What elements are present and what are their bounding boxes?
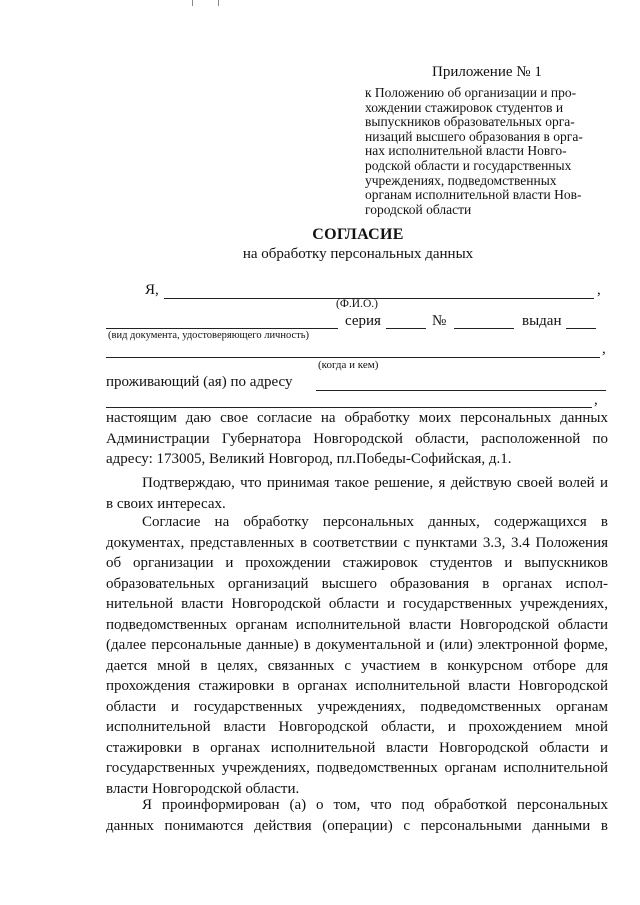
paragraph-line: об организации и прохождении стажировок студентов и выпускников bbox=[106, 555, 608, 571]
appendix-reference bbox=[365, 86, 610, 217]
comma: , bbox=[602, 341, 606, 357]
paragraph-line: области и государственных учреждениях, подведомственных органам bbox=[106, 698, 608, 715]
informed-paragraph bbox=[106, 795, 608, 836]
fio-field[interactable] bbox=[164, 298, 594, 299]
paragraph-line: стажировки в органах исполнительной власти Новгородской области и bbox=[106, 739, 608, 756]
paragraph-line: государственных учреждениях, подведомственных органам исполнительной bbox=[106, 760, 608, 776]
paragraph-line: адресу: 173005, Великий Новгород, пл.Победы-Софийская, д.1. bbox=[106, 451, 512, 467]
comma: , bbox=[594, 392, 598, 408]
paragraph-line: прохождения стажировки в органах исполнительной власти Новгородской bbox=[106, 678, 608, 694]
scope-paragraph bbox=[106, 512, 608, 799]
issued-by-field[interactable] bbox=[106, 357, 600, 358]
confirm-paragraph bbox=[106, 473, 608, 514]
paragraph-line: исполнительной власти Новгородской области, и прохождением мной bbox=[106, 719, 608, 735]
paragraph-line: дается мной в целях, связанных с участием в конкурсном отборе для bbox=[106, 657, 608, 674]
number-field[interactable] bbox=[454, 328, 514, 329]
paragraph-line: (далее персональные данные) в документальной и (или) электронной форме, bbox=[106, 637, 608, 653]
appendix-line: органам исполнительной власти Нов- bbox=[365, 187, 582, 203]
paragraph-line: Я проинформирован (а) о том, что под обработкой персональных bbox=[142, 797, 608, 813]
appendix-line: учреждениях, подведомственных bbox=[365, 172, 557, 188]
paragraph-line: в своих интересах. bbox=[106, 495, 226, 512]
appendix-line: низаций высшего образования в орга- bbox=[365, 128, 583, 144]
paragraph-line: подведомственных органам исполнительной власти Новгородской области bbox=[106, 616, 608, 633]
comma: , bbox=[597, 282, 601, 298]
series-label: серия bbox=[345, 313, 381, 329]
paragraph-line: Подтверждаю, что принимая такое решение, я действую своей волей и bbox=[142, 475, 608, 491]
paragraph-line: документах, представленных в соответствии с пунктами 3.3, 3.4 Положения bbox=[106, 534, 608, 551]
document-type-field[interactable] bbox=[106, 328, 338, 329]
paragraph-line: образовательных организаций высшего образования в органах испол- bbox=[106, 575, 608, 592]
appendix-line: выпускников образовательных орга- bbox=[365, 114, 575, 130]
appendix-line: родской области и государственных bbox=[365, 157, 572, 173]
fio-caption: (Ф.И.О.) bbox=[336, 298, 378, 310]
series-field[interactable] bbox=[386, 328, 426, 329]
paragraph-line: нительной власти Новгородской области и государственных учреждениях, bbox=[106, 596, 608, 612]
paragraph-line: Администрации Губернатора Новгородской области, расположенной по bbox=[106, 430, 608, 447]
paragraph-line: данных понимаются действия (операции) с персональными данными в bbox=[106, 817, 608, 834]
issued-field[interactable] bbox=[566, 328, 596, 329]
appendix-line: хождении стажировок студентов и bbox=[365, 99, 564, 115]
paragraph-line: власти Новгородской области. bbox=[106, 780, 300, 797]
appendix-line: к Положению об организации и про- bbox=[365, 85, 577, 100]
issued-label: выдан bbox=[522, 313, 562, 329]
address-label: проживающий (ая) по адресу bbox=[106, 374, 293, 390]
number-label: № bbox=[432, 313, 447, 329]
paragraph-line: Согласие на обработку персональных данных, содержащихся в bbox=[142, 514, 608, 530]
paragraph-line: настоящим даю свое согласие на обработку моих персональных данных bbox=[106, 410, 608, 426]
appendix-title: Приложение № 1 bbox=[432, 64, 542, 80]
when-caption: (когда и кем) bbox=[318, 359, 379, 371]
document-subtitle: на обработку персональных данных bbox=[242, 246, 474, 262]
consent-paragraph bbox=[106, 408, 608, 470]
scan-artifact bbox=[192, 0, 219, 6]
i-label: Я, bbox=[145, 282, 159, 298]
appendix-line: нах исполнительной власти Новго- bbox=[365, 143, 567, 159]
address-field[interactable] bbox=[316, 390, 606, 391]
document-title: СОГЛАСИЕ bbox=[312, 226, 404, 243]
document-type-caption: (вид документа, удостоверяющего личность) bbox=[108, 330, 310, 341]
appendix-line: городской области bbox=[365, 201, 472, 217]
